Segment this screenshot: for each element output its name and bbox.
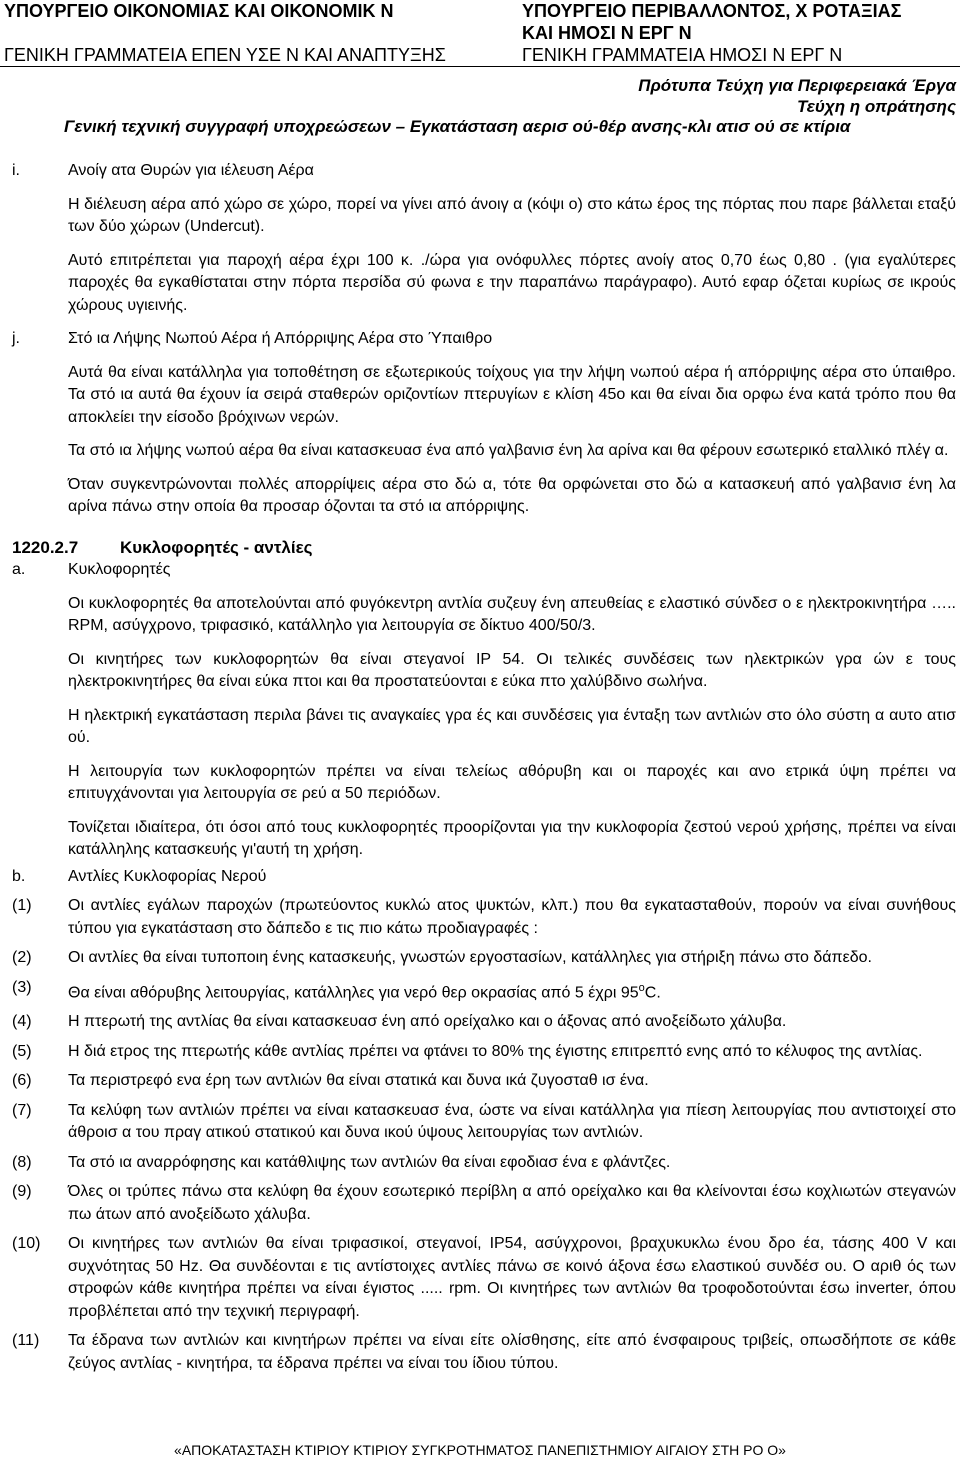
list-item-number: (8) bbox=[12, 1153, 32, 1171]
item-i-title: Ανοίγ ατα Θυρών για ιέλευση Αέρα bbox=[68, 162, 314, 179]
header-left-line2: ΓΕΝΙΚΗ ΓΡΑΜΜΑΤΕΙΑ ΕΠΕΝ ΥΣΕ Ν ΚΑΙ ΑΝΑΠΤΥΞΗΣ bbox=[4, 45, 446, 65]
list-item bbox=[0, 895, 960, 940]
section-number: 1220.2.7 bbox=[12, 537, 79, 557]
list-item-number: (6) bbox=[12, 1072, 32, 1090]
degree-superscript: ο bbox=[638, 981, 645, 994]
item-a-paragraph-1: Οι κυκλοφορητές θα αποτελούνται από φυγόκεντρη αντλία συζευγ ένη απευθείας ε ελαστικό σύνδεσ ο ε ηλεκτροκινητήρα ….. RPM, ασύγχρονο, τριφασικό, κατάλληλο για λειτουργία σε δίκτυο 400/50/3. bbox=[68, 594, 956, 634]
list-item bbox=[0, 1152, 960, 1175]
page-header bbox=[0, 0, 960, 68]
header-right-ministry bbox=[522, 0, 901, 66]
header-left-line1: ΥΠΟΥΡΓΕΙΟ ΟΙΚΟΝΟΜΙΑΣ ΚΑΙ ΟΙΚΟΝΟΜΙΚ Ν bbox=[4, 1, 394, 21]
item-a-paragraph-2: Οι κινητήρες των κυκλοφορητών θα είναι στεγανοί IP 54. Οι τελικές συνδέσεις των ηλεκτρικών γρα ών ε τους ηλεκτροκινητήρες θα είναι εύκα πτοι και θα προστατεύονται ε εύκα πτο χαλύβδινο σωλήνα. bbox=[68, 650, 956, 690]
list-item bbox=[0, 977, 960, 1005]
item-b bbox=[0, 866, 960, 889]
list-item-text: Τα κελύφη των αντλιών πρέπει να είναι κατασκευασ ένα, ώστε να είναι κατάλληλα για πίεση λειτουργίας που αντιστοιχεί στο άθροισ α του πραγ ατικού στατικού και δυνα ικού ύψους λειτουργίας των αντλιών. bbox=[68, 1101, 956, 1142]
list-item bbox=[0, 1100, 960, 1145]
header-left-ministry bbox=[4, 0, 446, 66]
item-j-paragraph-1: Αυτά θα είναι κατάλληλα για τοποθέτηση σε εξωτερικούς τοίχους για την λήψη νωπού αέρα ή απόρριψης αέρα στο ύπαιθρο. Τα στό ια αυτά θα έχουν ία σειρά σταθερών οριζοντίων πτερυγίων ε κλίση 45ο και θα είναι δια ορφω ένα κατά τρόπο που θα αποκλείει την είσοδο βρόχινων νερών. bbox=[68, 363, 956, 426]
list-item-text: Η διά ετρος της πτερωτής κάθε αντλίας πρέπει να φτάνει το 80% της έγιστης επιτρεπτό ενης από το κέλυφος της αντλίας. bbox=[68, 1042, 923, 1060]
list-item-number: (4) bbox=[12, 1013, 32, 1031]
page-footer: «ΑΠΟΚΑΤΑΣΤΑΣΗ ΚΤΙΡΙΟΥ ΚΤΙΡΙΟΥ ΣΥΓΚΡΟΤΗΜΑΤΟΣ ΠΑΝΕΠΙΣΤΗΜΙΟΥ ΑΙΓΑΙΟΥ ΣΤΗ ΡΟ Ο» bbox=[174, 1442, 786, 1458]
subtitle-standard-docs: Πρότυπα Τεύχη για Περιφερειακά Έργα bbox=[638, 76, 956, 95]
list-item bbox=[0, 1181, 960, 1226]
item-i-paragraph-2: Αυτό επιτρέπεται για παροχή αέρα έχρι 100 κ. ./ώρα για ονόφυλλες πόρτες ανοίγ ατος 0,70 έως 0,80 . (για εγαλύτερες παροχές θα εγκαθίσταται στην πόρτα περσίδα σύ φωνα ε την παραπάνω παράγραφο). Αυτό εφαρ όζεται κυρίως σε ικρούς χώρους υγιεινής. bbox=[68, 251, 956, 314]
list-item-text: Τα στό ια αναρρόφησης και κατάθλιψης των αντλιών θα είναι εφοδιασ ένα ε φλάντζες. bbox=[68, 1153, 671, 1171]
list-item-text: Τα περιστρεφό ενα έρη των αντλιών θα είναι στατικά και δυνα ικά ζυγοσταθ ισ ένα. bbox=[68, 1072, 649, 1090]
list-item-text: Τα έδρανα των αντλιών και κινητήρων πρέπει να είναι είτε ολίσθησης, είτε από ένσφαιρους τριβείς, οπωσδήποτε σε κάθε ζεύγος αντλίας - κινητήρα, τα έδρανα πρέπει να είναι του ίδιου τύπου. bbox=[68, 1332, 956, 1372]
header-right-line2: ΚΑΙ ΗΜΟΣΙ Ν ΕΡΓ Ν bbox=[522, 23, 692, 43]
section-title: Κυκλοφορητές - αντλίες bbox=[120, 537, 313, 557]
item-i-paragraph-1: Η διέλευση αέρα από χώρο σε χώρο, πορεί να γίνει από άνοιγ α (κόψι ο) στο κάτω έρος της πόρτας που παρε βάλλεται εταξύ των δύο χώρων (Undercut). bbox=[68, 195, 956, 235]
item-b-marker: b. bbox=[12, 867, 26, 885]
item-b-title: Αντλίες Κυκλοφορίας Νερού bbox=[68, 867, 267, 885]
item-a-title: Κυκλοφορητές bbox=[68, 561, 171, 578]
header-right-line3: ΓΕΝΙΚΗ ΓΡΑΜΜΑΤΕΙΑ ΗΜΟΣΙ Ν ΕΡΓ Ν bbox=[522, 45, 843, 65]
subtitle-tender-docs: Τεύχη η οπράτησης bbox=[796, 97, 956, 116]
item-j bbox=[0, 328, 960, 351]
item-a-paragraph-4: Η λειτουργία των κυκλοφορητών πρέπει να είναι τελείως αθόρυβη και οι παροχές και ανο ετρικά ύψη πρέπει να επιτυγχάνονται για λειτουργία σε ρεύ α 50 περιόδων. bbox=[68, 762, 956, 802]
list-item-number: (2) bbox=[12, 949, 32, 966]
document-title: Γενική τεχνική συγγραφή υποχρεώσεων – Εγκατάσταση αερισ ού-θέρ ανσης-κλι ατισ ού σε κτίρια bbox=[64, 117, 851, 136]
list-item-number: (3) bbox=[12, 978, 32, 996]
list-item bbox=[0, 1330, 960, 1375]
header-right-line1: ΥΠΟΥΡΓΕΙΟ ΠΕΡΙΒΑΛΛΟΝΤΟΣ, Χ ΡΟΤΑΞΙΑΣ bbox=[522, 1, 902, 21]
item-a-paragraph-3: Η ηλεκτρική εγκατάσταση περιλα βάνει τις αναγκαίες γρα ές και συνδέσεις για ένταξη των αντλιών στο όλο σύστη α αυτο ατισ ού. bbox=[68, 706, 956, 746]
list-item bbox=[0, 1041, 960, 1064]
list-item-number: (11) bbox=[12, 1332, 40, 1350]
list-item bbox=[0, 947, 960, 970]
item-j-title: Στό ια Λήψης Νωπού Αέρα ή Απόρριψης Αέρα στο Ύπαιθρο bbox=[68, 330, 493, 347]
header-divider bbox=[0, 66, 960, 67]
list-item-text: Οι κινητήρες των αντλιών θα είναι τριφασικοί, στεγανοί, IP54, ασύγχρονοι, βραχυκυκλω ένου δρο έα, τάσης 400 V και συχνότητας 50 Hz. Θα συνδέονται ε τις αντίστοιχες αντλίες πάνω σε κοινό άξονα έσω ελαστικού συνδέσ ου. Ο αριθ ός των στροφών κάθε κινητήρα πρέπει να είναι έγιστος ..... rpm. Οι κινητήρες των αντλιών θα τροφοδοτούνται έσω inverter, όπου προβλέπεται από την τεχνική περιγραφή. bbox=[68, 1235, 956, 1320]
item-j-paragraph-3: Όταν συγκεντρώνονται πολλές απορρίψεις αέρα στο δώ α, τότε θα ορφώνεται στο δώ α κατασκευή από γαλβανισ ένη λα αρίνα πάνω στην οποία θα προσαρ όζονται τα στό ια απόρριψης. bbox=[68, 475, 956, 515]
item-a-marker: a. bbox=[12, 561, 26, 578]
list-item-number: (5) bbox=[12, 1042, 32, 1060]
list-item-text: Οι αντλίες θα είναι τυποποιη ένης κατασκευής, γνωστών εργοστασίων, κατάλληλες για στήριξη πάνω στο δάπεδο. bbox=[68, 949, 872, 966]
list-item-text: Θα είναι αθόρυβης λειτουργίας, κατάλληλες για νερό θερ οκρασίας από 5 έχρι $95^oC$. bbox=[68, 981, 661, 1001]
list-item-text: Οι αντλίες εγάλων παροχών (πρωτεύοντος κυκλώ ατος ψυκτών, κλπ.) που θα εγκατασταθούν, πορούν να είναι συνήθους τύπου για εγκατάσταση στο δάπεδο ε τις πιο κάτω προδιαγραφές : bbox=[68, 897, 956, 937]
item-a-paragraph-5: Τονίζεται ιδιαίτερα, ότι όσοι από τους κυκλοφορητές προορίζονται για την κυκλοφορία ζεστού νερού χρήσης, πρέπει να είναι κατάλληλης κατασκευής γι'αυτή τη χρήση. bbox=[68, 818, 956, 858]
section-heading bbox=[0, 537, 960, 560]
item-a bbox=[0, 559, 960, 582]
list-item-number: (9) bbox=[12, 1183, 32, 1201]
list-item-number: (1) bbox=[12, 897, 32, 914]
pump-spec-list bbox=[0, 895, 960, 1375]
item-j-marker: j. bbox=[12, 330, 20, 347]
list-item-number: (10) bbox=[12, 1235, 41, 1253]
item-j-paragraph-2: Τα στό ια λήψης νωπού αέρα θα είναι κατασκευασ ένα από γαλβανισ ένη λα αρίνα και θα φέρουν εσωτερικό εταλλικό πλέγ α. bbox=[68, 442, 949, 459]
temperature-unit: C. bbox=[644, 983, 661, 1001]
item-i bbox=[0, 160, 960, 183]
item-i-marker: i. bbox=[12, 162, 20, 179]
list-item-number: (7) bbox=[12, 1101, 32, 1119]
list-item bbox=[0, 1011, 960, 1034]
list-item-text: Όλες οι τρύπες πάνω στα κελύφη θα έχουν εσωτερικό περίβλη α από ορείχαλκο και θα κλείνονται έσω κοχλιωτών στεγανών πω άτων από ανοξείδωτο χάλυβα. bbox=[68, 1183, 956, 1223]
list-item bbox=[0, 1233, 960, 1323]
list-item bbox=[0, 1070, 960, 1093]
list-item-text: Η πτερωτή της αντλίας θα είναι κατασκευασ ένη από ορείχαλκο και ο άξονας από ανοξείδωτο χάλυβα. bbox=[68, 1013, 787, 1031]
document-body bbox=[0, 160, 960, 1375]
